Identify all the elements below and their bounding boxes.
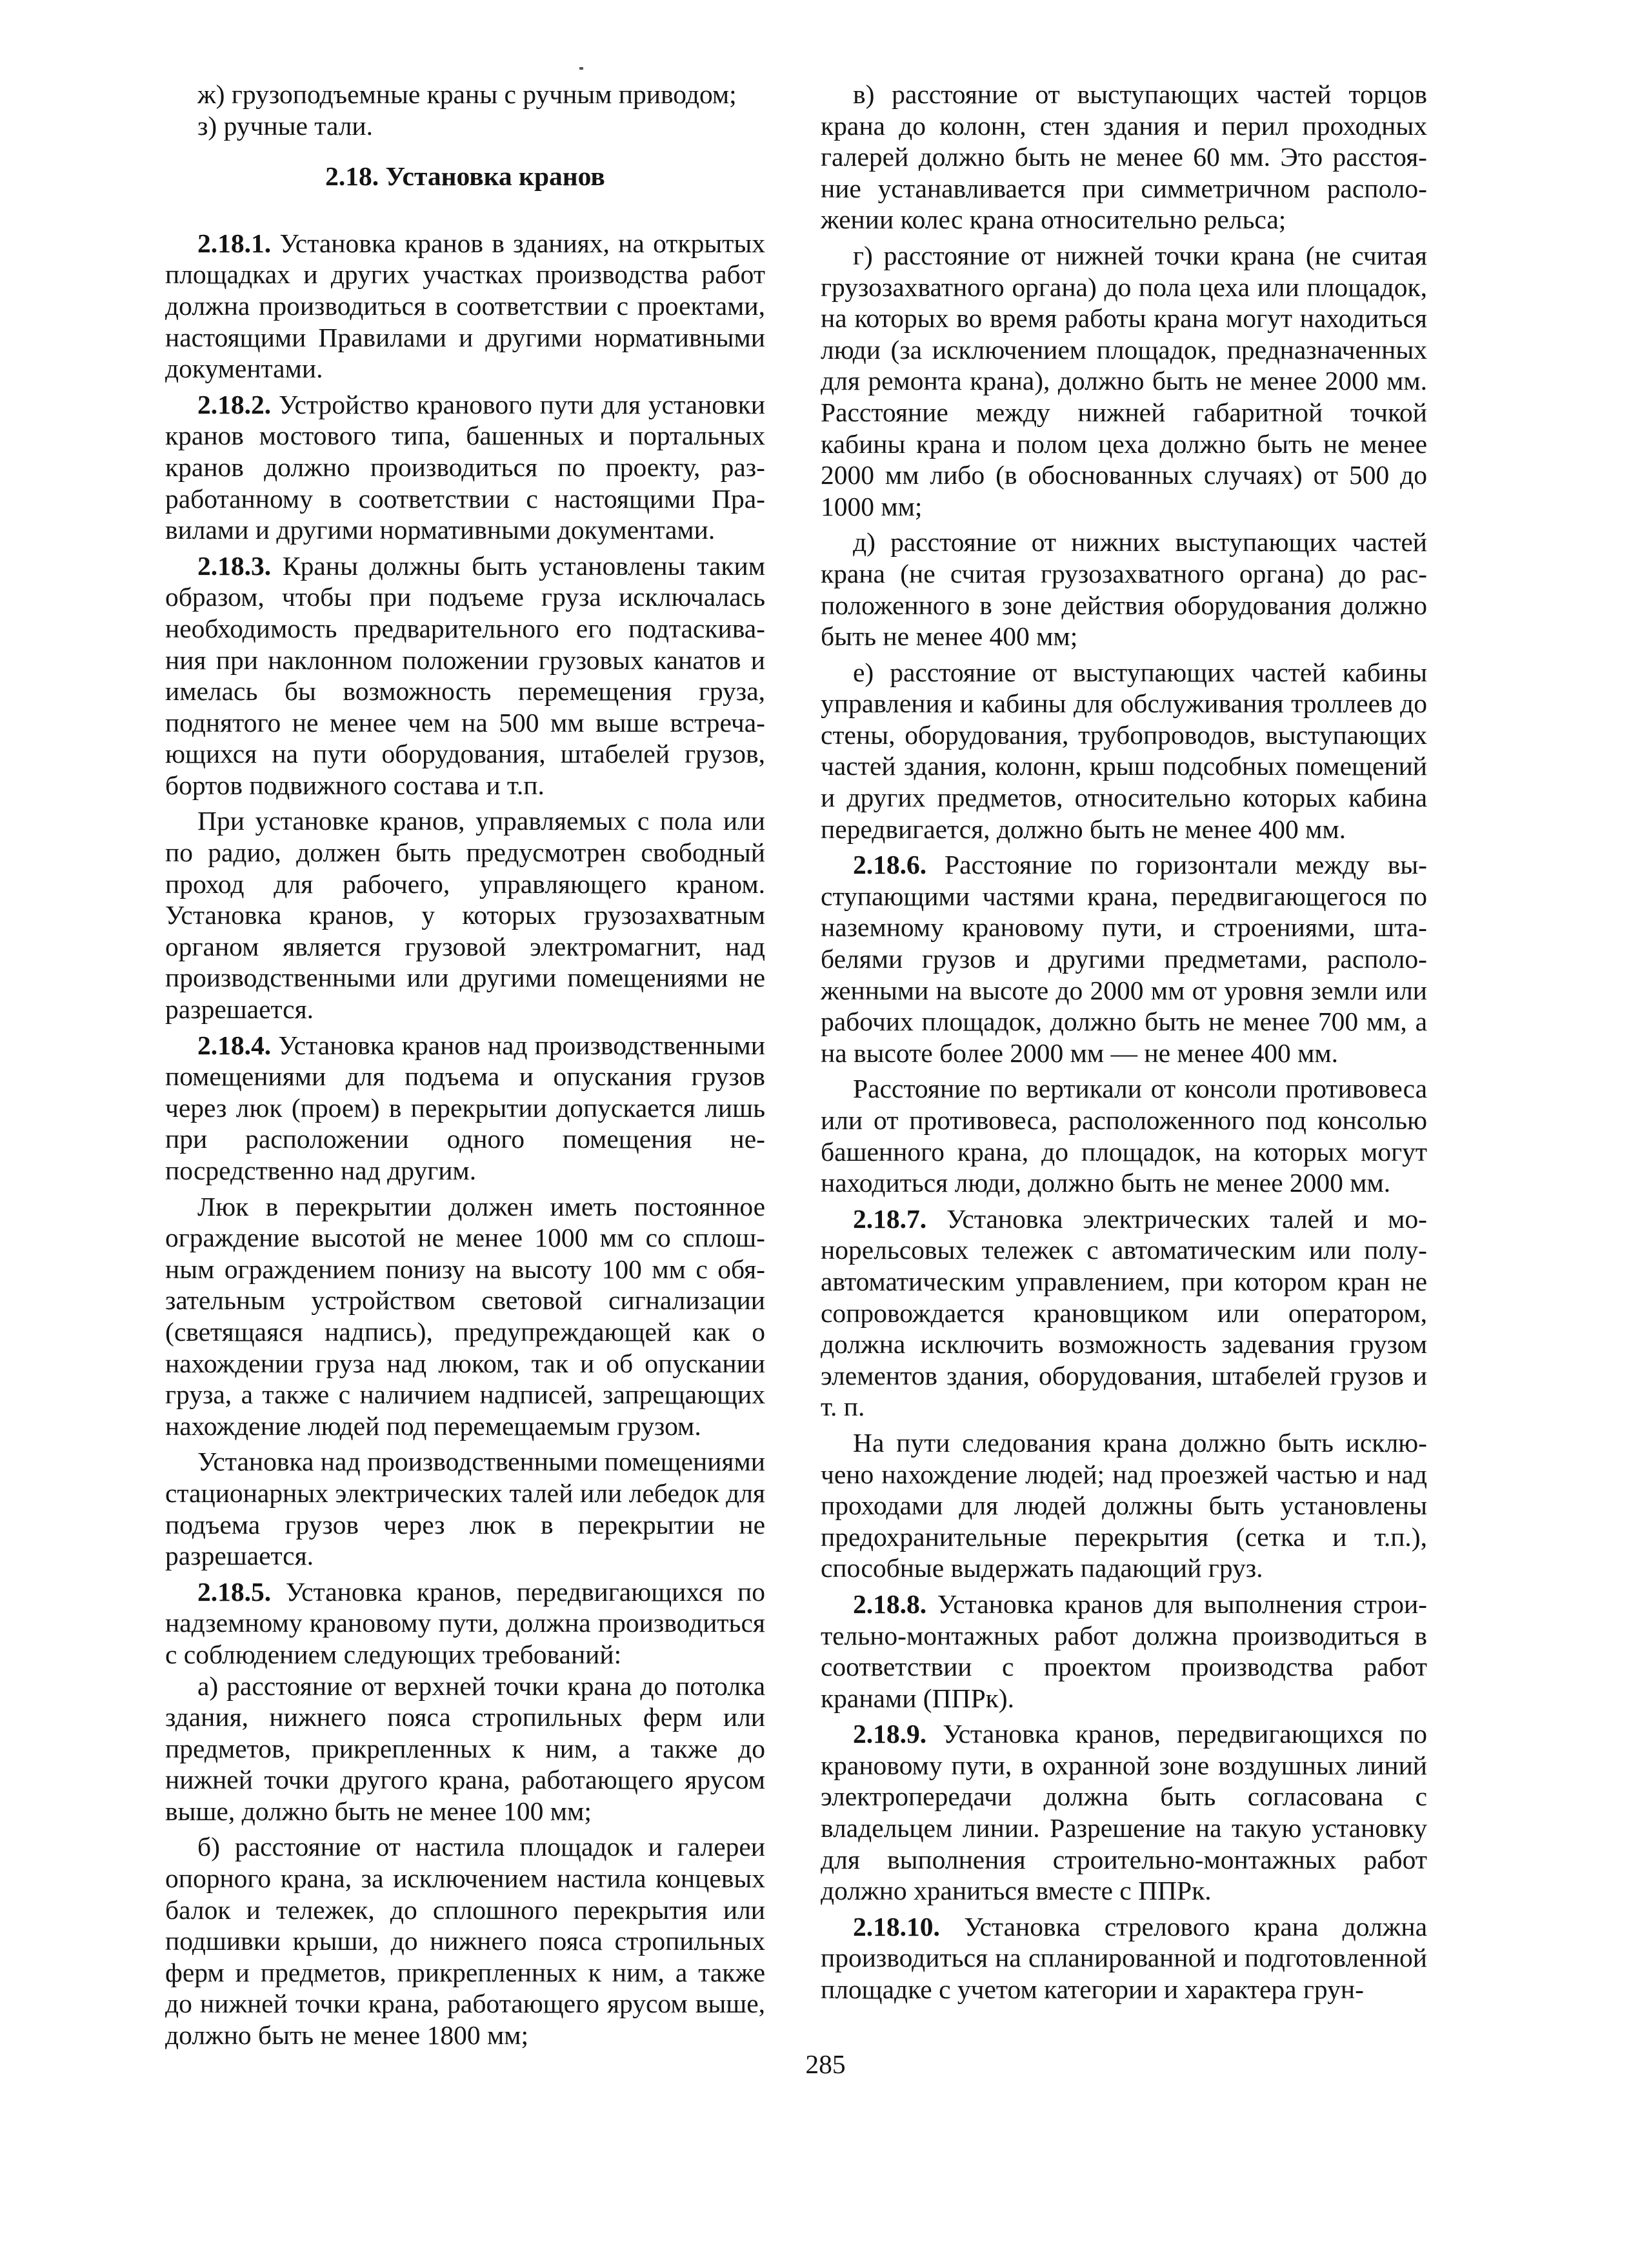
item-g: г) расстояние от нижней точки крана (не считая грузозахватного органа) до пола цеха или площадок, на которых во время работы крана могут находиться люди (за исключением площадок, предназначенных для ремонта крана), должно быть не менее 2000 мм. Расстояние между нижней габаритной точкой кабины крана и полом цеха должно быть не менее 2000 мм либо (в обоснованных случаях) от 500 до 1000 мм; [821, 240, 1427, 521]
clause-text: Установка кранов, передвигающихся по надземному крановому пути, должна производиться с соблюдением следующих требований: [165, 1576, 765, 1669]
clause-2-18-2 [165, 389, 765, 546]
paragraph-vertical-distance: Расстояние по вертикали от консоли противовеса или от противовеса, расположенного под консолью башенного крана, до площадок, на которых могут находиться люди, должно быть не менее 2000 мм. [821, 1074, 1427, 1198]
scan-mark [579, 67, 583, 70]
clause-number: 2.18.4. [197, 1030, 272, 1060]
clause-2-18-3 [165, 550, 765, 801]
clause-2-18-4 [165, 1030, 765, 1187]
clause-2-18-7 [821, 1203, 1427, 1423]
clause-number: 2.18.6. [853, 850, 927, 880]
clause-2-18-5 [165, 1576, 765, 1671]
clause-number: 2.18.9. [853, 1719, 927, 1749]
clause-text: Установка кранов, передвигающихся по крановому пути, в охранной зоне воздушных линий электропередачи должна быть согласована с владельцем линии. Разрешение на такую установку для выполнения строительно-монтажных работ должно храниться вместе с ППРк. [821, 1719, 1427, 1906]
right-column [821, 79, 1427, 2005]
clause-number: 2.18.3. [197, 550, 272, 581]
paragraph-radio-control: При установке кранов, управляемых с пола или по радио, должен быть предусмотрен свободный проход для рабочего, управляющего краном. Установка кранов, у которых грузозахватным органом является грузовой электромагнит, над производственными или другими помещениями не разрешается. [165, 806, 765, 1025]
clause-text: Установка кранов над производственными помещениями для подъема и опускания грузов через люк (проем) в перекрытии допускается лишь при расположении одного помещения непосредственно над другим. [165, 1030, 765, 1185]
item-v: в) расстояние от выступающих частей торцов крана до колонн, стен здания и перил проходных галерей должно быть не менее 60 мм. Это расстояние устанавливается при симметричном расположении колес крана относительно рельса; [821, 79, 1427, 235]
page-number: 285 [805, 2049, 846, 2079]
left-column [165, 79, 765, 2051]
clause-number: 2.18.1. [197, 228, 272, 258]
clause-number: 2.18.8. [853, 1589, 927, 1619]
clause-text: Установка стрелового крана должна производиться на спланированной и подготовленной площадке с учетом категории и характера грун- [821, 1911, 1427, 2005]
clause-2-18-9 [821, 1718, 1427, 1907]
paragraph-z: з) ручные тали. [197, 110, 374, 141]
paragraph-crane-path: На пути следования крана должно быть исключено нахождение людей; над проезжей частью и над проходами для людей должны быть установлены предохранительные перекрытия (сетка и т.п.), способные выдержать падающий груз. [821, 1427, 1427, 1583]
clause-number: 2.18.10. [853, 1911, 940, 1942]
paragraph-hatch: Люк в перекрытии должен иметь постоянное ограждение высотой не менее 1000 мм со сплошным ограждением понизу на высоту 100 мм с обязательным устройством световой сигнализации (светящаяся надпись), предупреждающей как о нахождении груза над люком, так и об опускании груза, а также с наличием надписей, запрещающих нахождение людей под перемещаемым грузом. [165, 1191, 765, 1441]
item-a: а) расстояние от верхней точки крана до потолка здания, нижнего пояса стропильных ферм или предметов, прикрепленных к ним, а также до нижней точки другого крана, работающего ярусом выше, должно быть не менее 100 мм; [165, 1671, 765, 1826]
clause-text: Краны должны быть установлены таким образом, чтобы при подъеме груза исключалась необходимость предварительного его подтаскивания при наклонном положении грузовых канатов и имелась бы возможность перемещения груза, поднятого не менее чем на 500 мм выше встречающихся на пути оборудования, штабелей грузов, бортов подвижного состава и т.п. [165, 550, 765, 800]
item-b: б) расстояние от настила площадок и галереи опорного крана, за исключением настила концевых балок и тележек, до сплошного перекрытия или подшивки крыши, до нижнего пояса стропильных ферм и предметов, прикрепленных к ним, а также до нижней точки крана, работающего ярусом выше, должно быть не менее 1800 мм; [165, 1832, 765, 2051]
paragraph-stationary-hoists: Установка над производственными помещениями стационарных электрических талей или лебедок для подъема грузов через люк в перекрытии не разрешается. [165, 1447, 765, 1571]
clause-2-18-10 [821, 1911, 1427, 2005]
clause-number: 2.18.5. [197, 1576, 272, 1607]
paragraph-zh: ж) грузоподъемные краны с ручным приводом; [197, 79, 737, 109]
item-d: д) расстояние от нижних выступающих частей крана (не считая грузозахватного органа) до расположенного в зоне действия оборудования должно быть не менее 400 мм; [821, 527, 1427, 652]
clause-number: 2.18.2. [197, 389, 272, 419]
item-e: е) расстояние от выступающих частей кабины управления и кабины для обслуживания троллеев до стены, оборудования, трубопроводов, выступающих частей здания, колонн, крыш подсобных помещений и других предметов, относительно которых кабина передвигается, должно быть не менее 400 мм. [821, 657, 1427, 844]
clause-2-18-1 [165, 228, 765, 385]
clause-text: Установка кранов для выполнения строительно-монтажных работ должна производиться в соответствии с проектом производства работ кранами (ППРк). [821, 1589, 1427, 1713]
clause-2-18-8 [821, 1589, 1427, 1714]
section-title: 2.18. Установка кранов [325, 161, 605, 192]
clause-number: 2.18.7. [853, 1203, 927, 1234]
clause-text: Устройство кранового пути для установки кранов мостового типа, башенных и портальных кранов должно производиться по проекту, разработанному в соответствии с настоящими Правилами и другими нормативными документами. [165, 389, 765, 545]
clause-text: Расстояние по горизонтали между выступающими частями крана, передвигающегося по наземному крановому пути, и строениями, штабелями грузов и другими предметами, расположенными на высоте до 2000 мм от уровня земли или рабочих площадок, должно быть не менее 700 мм, а на высоте более 2000 мм — не менее 400 мм. [821, 850, 1427, 1068]
clause-2-18-6 [821, 849, 1427, 1069]
clause-text: Установка электрических талей и монорельсовых тележек с автоматическим или полуавтоматическим управлением, при котором кран не сопровождается крановщиком или оператором, должна исключить возможность задевания грузом элементов здания, оборудования, штабелей грузов и т. п. [821, 1203, 1427, 1422]
clause-text: Установка кранов в зданиях, на открытых площадках и других участках производства работ должна производиться в соответствии с проектами, настоящими Правилами и другими нормативными документами. [165, 228, 765, 384]
